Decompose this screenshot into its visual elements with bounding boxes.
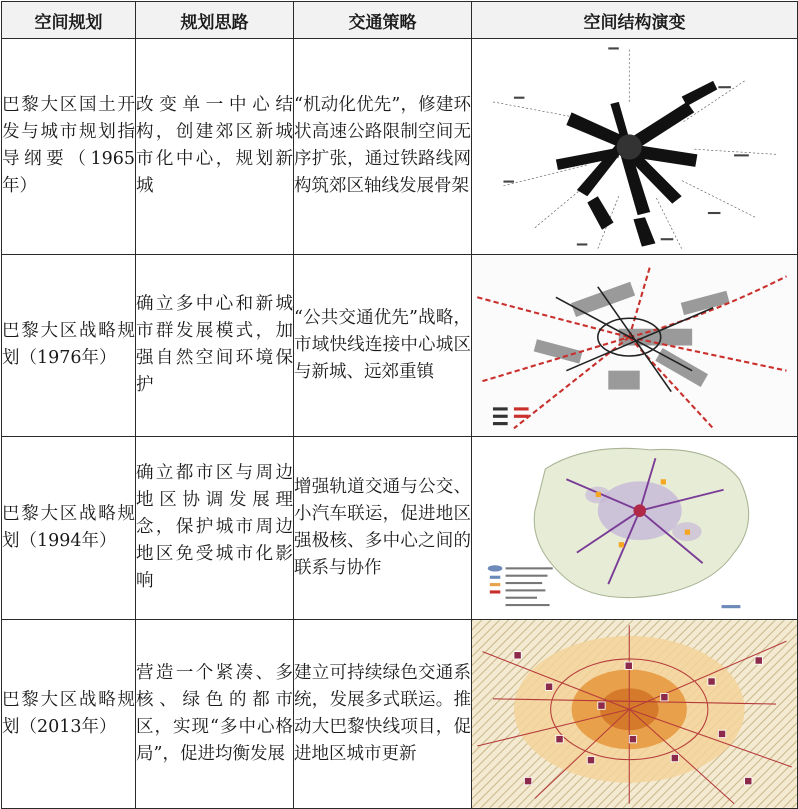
plan-strategy: 建立可持续绿色交通系统，发展多式联运。推动大巴黎快线项目，促进地区城市更新: [294, 619, 472, 808]
planning-table: [1, 1, 798, 809]
plan-name: 巴黎大区战略规划（2013年）: [2, 619, 136, 808]
map-1994-region-map: [472, 436, 798, 619]
header-strategy: 交通策略: [294, 2, 472, 39]
plan-idea: 改变单一中心结构，创建郊区新城市化中心，规划新城: [136, 39, 294, 255]
plan-idea: 确立多中心和新城市群发展模式，加强自然空间环境保护: [136, 254, 294, 436]
plan-name: 巴黎大区战略规划（1994年）: [2, 436, 136, 619]
map-2013-metropolis-map: [472, 619, 798, 808]
plan-strategy: 增强轨道交通与公交、小汽车联运，促进地区强极核、多中心之间的联系与协作: [294, 436, 472, 619]
region-map-image: [472, 437, 797, 619]
plan-name: 巴黎大区国土开发与城市规划指导纲要（1965年）: [2, 39, 136, 255]
plan-strategy: “机动化优先”，修建环状高速公路限制空间无序扩张，通过铁路线网构筑郊区轴线发展骨架: [294, 39, 472, 255]
transit-map-image: [472, 255, 797, 436]
table-row: [2, 436, 798, 619]
header-plan: 空间规划: [2, 2, 136, 39]
table-row: [2, 39, 798, 255]
header-idea: 规划思路: [136, 2, 294, 39]
plan-idea: 营造一个紧凑、多核、绿色的都市区，实现“多中心格局”，促进均衡发展: [136, 619, 294, 808]
plan-idea: 确立都市区与周边地区协调发展理念，保护城市周边地区免受城市化影响: [136, 436, 294, 619]
table-row: [2, 254, 798, 436]
map-1976-transit-map: [472, 254, 798, 436]
plan-strategy: “公共交通优先”战略，市域快线连接中心城区与新城、远郊重镇: [294, 254, 472, 436]
metropolis-map-image: [472, 620, 797, 808]
plan-name: 巴黎大区战略规划（1976年）: [2, 254, 136, 436]
header-structure: 空间结构演变: [472, 2, 798, 39]
map-1965-axis-diagram: [472, 39, 798, 255]
table-row: [2, 619, 798, 808]
header-row: [2, 2, 798, 39]
axis-diagram-image: [472, 39, 797, 254]
